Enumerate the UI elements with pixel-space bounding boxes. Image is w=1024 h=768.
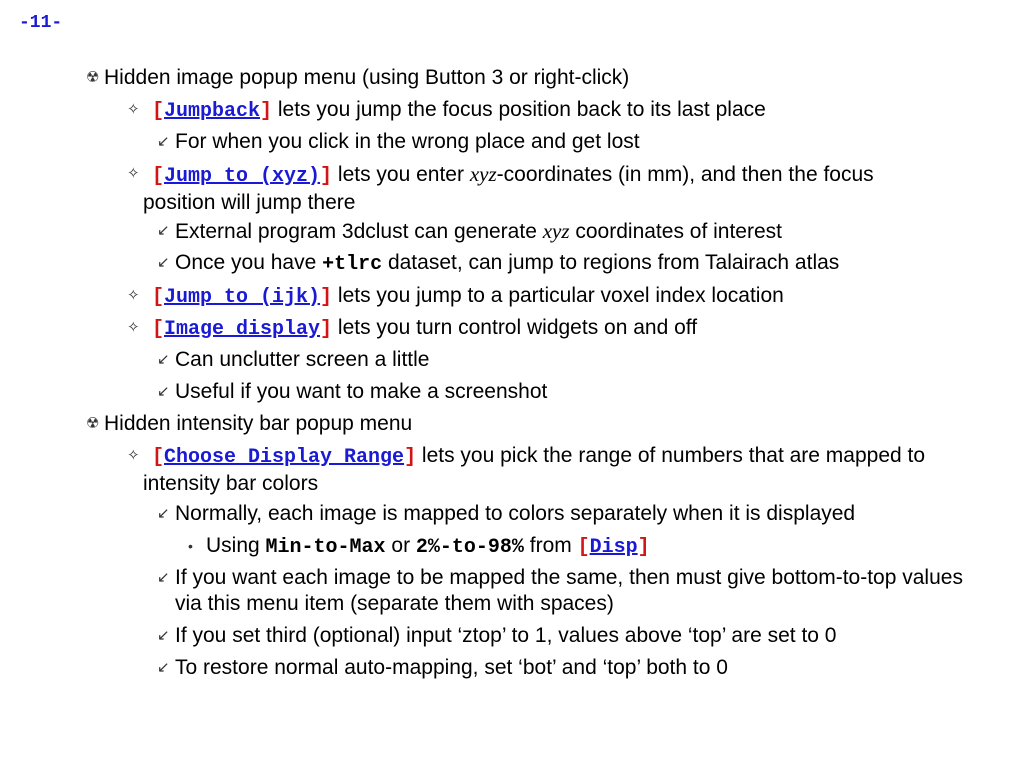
bullet-intensity-bar-popup bbox=[104, 411, 412, 437]
bullet-bottom-to-top bbox=[175, 565, 985, 617]
left-bracket: [ bbox=[577, 536, 590, 559]
bullet-text: lets you turn control widgets on and off bbox=[332, 316, 698, 339]
code-min-to-max: Min-to-Max bbox=[265, 536, 386, 559]
bullet-text: Can unclutter screen a little bbox=[175, 348, 430, 371]
bullet-jump-to-xyz bbox=[143, 161, 943, 216]
bullet-text: Normally, each image is mapped to colors separately when it is displayed bbox=[175, 502, 856, 525]
jump-to-xyz-button[interactable]: Jump to (xyz) bbox=[164, 165, 321, 188]
image-display-button[interactable]: Image display bbox=[164, 318, 321, 341]
bullet-text-cont: dataset, can jump to regions from Talairach atlas bbox=[382, 251, 840, 274]
bullet-text: Useful if you want to make a screenshot bbox=[175, 380, 548, 403]
bullet-text: To restore normal auto-mapping, set ‘bot’ and ‘top’ both to 0 bbox=[175, 656, 728, 679]
arrow-bullet-icon: ↙ bbox=[157, 383, 170, 400]
bullet-3dclust bbox=[175, 218, 782, 245]
left-bracket: [ bbox=[152, 165, 165, 188]
arrow-bullet-icon: ↙ bbox=[157, 254, 170, 271]
arrow-bullet-icon: ↙ bbox=[157, 133, 170, 150]
left-bracket: [ bbox=[152, 286, 165, 309]
right-bracket: ] bbox=[320, 318, 333, 341]
bullet-ztop bbox=[175, 623, 837, 649]
bullet-jumpback bbox=[152, 97, 766, 125]
bullet-auto-mapping bbox=[175, 655, 728, 681]
jumpback-button[interactable]: Jumpback bbox=[164, 100, 261, 123]
diamond-bullet-icon: ✧ bbox=[127, 287, 140, 304]
arrow-bullet-icon: ↙ bbox=[157, 627, 170, 644]
italic-xyz: xyz bbox=[542, 219, 570, 243]
bullet-text: If you want each image to be mapped the same, then must give bottom-to-top values via this menu item (separate them with spaces) bbox=[175, 566, 963, 615]
bullet-text-cont: from bbox=[523, 534, 578, 557]
diamond-bullet-icon: ✧ bbox=[127, 165, 140, 182]
bullet-image-display bbox=[152, 315, 697, 343]
right-bracket: ] bbox=[637, 536, 650, 559]
choose-display-range-button[interactable]: Choose Display Range bbox=[164, 446, 405, 469]
bullet-text-cont: -coordinates (in mm), and then the focus position will jump there bbox=[143, 163, 874, 214]
bullet-min-to-max bbox=[206, 533, 650, 561]
diamond-bullet-icon: ✧ bbox=[127, 101, 140, 118]
bullet-text: lets you jump to a particular voxel index location bbox=[332, 284, 784, 307]
bullet-text: lets you jump the focus position back to its last place bbox=[272, 98, 766, 121]
bullet-text-mid: or bbox=[385, 534, 416, 557]
right-bracket: ] bbox=[260, 100, 273, 123]
right-bracket: ] bbox=[404, 446, 417, 469]
bullet-text-cont: coordinates of interest bbox=[569, 220, 782, 243]
bullet-text: If you set third (optional) input ‘ztop’ to 1, values above ‘top’ are set to 0 bbox=[175, 624, 837, 647]
bullet-text: lets you pick the range of numbers that are mapped to intensity bar colors bbox=[143, 444, 926, 495]
left-bracket: [ bbox=[152, 446, 165, 469]
left-bracket: [ bbox=[152, 100, 165, 123]
arrow-bullet-icon: ↙ bbox=[157, 351, 170, 368]
bullet-tlrc bbox=[175, 250, 839, 278]
jump-to-ijk-button[interactable]: Jump to (ijk) bbox=[164, 286, 321, 309]
bullet-jump-to-ijk bbox=[152, 283, 784, 311]
left-bracket: [ bbox=[152, 318, 165, 341]
bullet-text: Using bbox=[206, 534, 266, 557]
arrow-bullet-icon: ↙ bbox=[157, 659, 170, 676]
page-number: -11- bbox=[19, 13, 63, 33]
bullet-choose-display-range bbox=[143, 443, 953, 497]
code-2-to-98: 2%-to-98% bbox=[415, 536, 524, 559]
bullet-text: lets you enter bbox=[332, 163, 470, 186]
bullet-text: External program 3dclust can generate bbox=[175, 220, 543, 243]
bullet-hidden-image-popup bbox=[104, 65, 629, 91]
right-bracket: ] bbox=[320, 165, 333, 188]
diamond-bullet-icon: ✧ bbox=[127, 447, 140, 464]
dot-bullet-icon: • bbox=[188, 538, 193, 554]
arrow-bullet-icon: ↙ bbox=[157, 222, 170, 239]
bullet-text: For when you click in the wrong place and get lost bbox=[175, 130, 640, 153]
arrow-bullet-icon: ↙ bbox=[157, 569, 170, 586]
bullet-wrong-place bbox=[175, 129, 640, 155]
hand-bullet-icon: ☢ bbox=[86, 415, 100, 432]
code-tlrc: +tlrc bbox=[322, 253, 383, 276]
bullet-normally-mapped bbox=[175, 501, 855, 527]
bullet-unclutter bbox=[175, 347, 429, 373]
bullet-screenshot bbox=[175, 379, 547, 405]
hand-bullet-icon: ☢ bbox=[86, 69, 100, 86]
disp-button[interactable]: Disp bbox=[589, 536, 638, 559]
italic-xyz: xyz bbox=[469, 162, 497, 186]
bullet-text: Once you have bbox=[175, 251, 323, 274]
arrow-bullet-icon: ↙ bbox=[157, 505, 170, 522]
bullet-text: Hidden image popup menu (using Button 3 or right-click) bbox=[104, 66, 630, 89]
diamond-bullet-icon: ✧ bbox=[127, 319, 140, 336]
bullet-text: Hidden intensity bar popup menu bbox=[104, 412, 413, 435]
right-bracket: ] bbox=[320, 286, 333, 309]
